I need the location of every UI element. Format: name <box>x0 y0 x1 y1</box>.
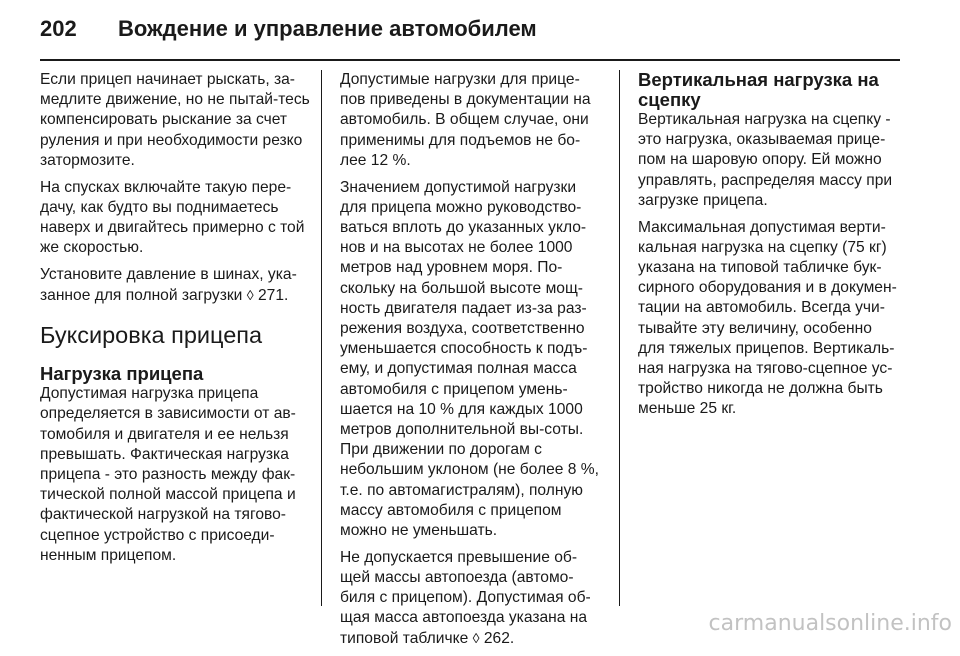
header-divider <box>40 59 900 61</box>
page-ref-arrow-icon: ◊ <box>472 630 480 647</box>
subsection-heading: Вертикальная нагрузка на сцепку <box>638 69 879 110</box>
column-1 <box>40 70 312 573</box>
paragraph-text: Установите давление в шинах, ука-занное для полной загрузки <box>40 265 297 305</box>
paragraph <box>40 265 312 306</box>
page-title: Вождение и управление автомобилем <box>118 16 537 41</box>
page-ref-link[interactable]: 271. <box>253 287 289 305</box>
paragraph: Максимальная допустимая верти-кальная нагрузка на сцепку (75 кг) указана на типовой табличке бук-сирного оборудования и в докумен-тации на автомобиль. Всегда учи-тывайте эту величину, особенно для тяжелых прицепов. Вертикаль-ная нагрузка на тягово-сцепное ус-тройство никогда не должна быть меньше 25 кг. <box>638 218 897 418</box>
column-divider-2 <box>619 70 620 606</box>
page-header <box>40 16 537 46</box>
page-ref-arrow-icon: ◊ <box>246 287 254 304</box>
column-divider-1 <box>321 70 322 606</box>
paragraph <box>340 548 602 650</box>
paragraph: Допустимые нагрузки для прице-пов приведены в документации на автомобиль. В общем случае, они применимы для подъемов не бо-лее 12 %. <box>340 71 591 169</box>
column-3 <box>638 70 902 426</box>
section-heading: Буксировка прицепа <box>40 322 263 349</box>
paragraph: Вертикальная нагрузка на сцепку - это нагрузка, оказываемая прице-пом на шаровую опору. Ей можно управлять, распределяя массу при загрузке прицепа. <box>638 111 893 209</box>
watermark: carmanualsonline.info <box>708 611 952 636</box>
paragraph: Значением допустимой нагрузки для прицепа можно руководство-ваться вплоть до указанных укло-нов и на высотах не более 1000 метров над уровнем моря. По-скольку на большой высоте мощ-ность двигателя падает из-за раз-режения воздуха, соответственно уменьшается способность к подъ-ему, и допустимая полная масса автомобиля с прицепом умень-шается на 10 % для каждых 1000 метров дополнительной вы-соты. При движении по дорогам с небольшим уклоном (не более 8 %, т.е. по автомагистралям), полную массу автомобиля с прицепом можно не уменьшать. <box>340 178 599 539</box>
page-number: 202 <box>40 16 77 41</box>
page-ref-link[interactable]: 262. <box>479 630 515 648</box>
paragraph: На спусках включайте такую пере-дачу, как будто вы поднимаетесь наверх и двигайтесь примерно с той же скоростью. <box>40 178 305 257</box>
subsection-heading: Нагрузка прицепа <box>40 363 204 385</box>
paragraph-text: Не допускается превышение об-щей массы автопоезда (автомо-биля с прицепом). Допустимая об-щая масса автопоезда указана на типовой табличке <box>340 548 591 648</box>
paragraph: Допустимая нагрузка прицепа определяется в зависимости от ав-томобиля и двигателя и ее нельзя превышать. Фактическая нагрузка прицепа - это разность между фак-тической полной массой прицепа и фактической нагрузкой на тягово-сцепное устройство с присоеди-ненным прицепом. <box>40 385 296 564</box>
column-2 <box>340 70 602 656</box>
paragraph: Если прицеп начинает рыскать, за-медлите движение, но не пытай-тесь компенсировать рыскание за счет руления и при необходимости резко затормозите. <box>40 71 310 169</box>
